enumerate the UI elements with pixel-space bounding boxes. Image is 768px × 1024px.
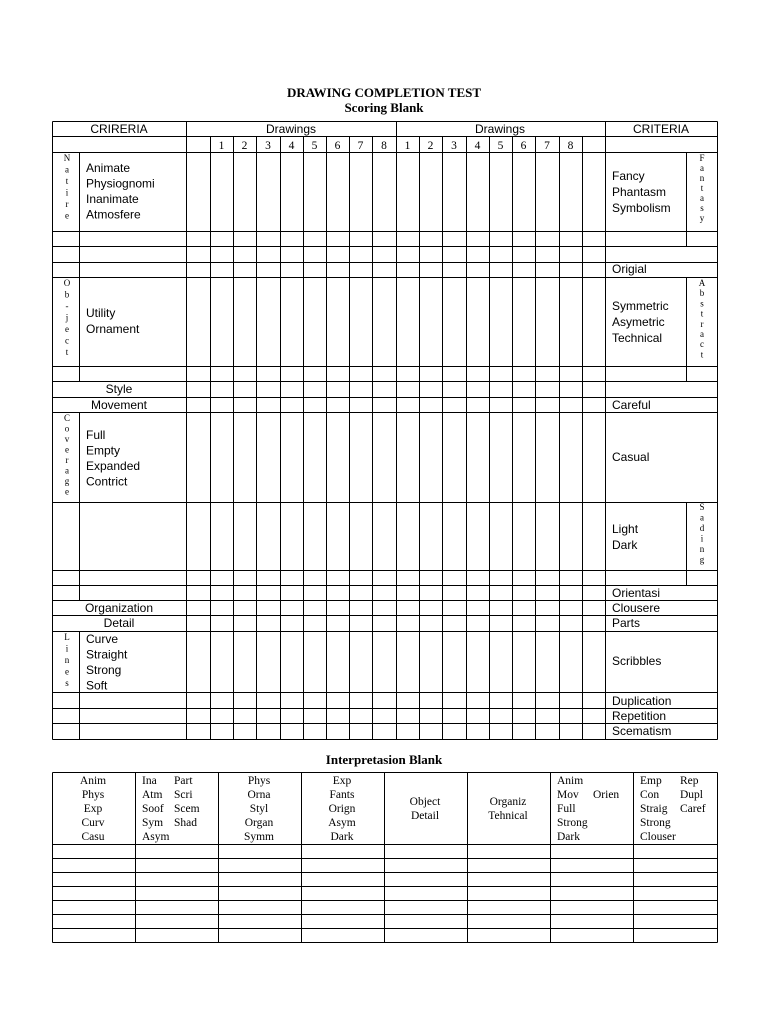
fantasy-item: Phantasm xyxy=(612,185,667,199)
shading-item: Dark xyxy=(612,538,638,552)
page-title: DRAWING COMPLETION TEST xyxy=(286,85,482,100)
interp-col6-item: Tehnical xyxy=(488,810,528,822)
repetition-label: Repetition xyxy=(612,709,667,723)
fantasy-vertical-label: t xyxy=(700,183,704,193)
shading-vertical-label: S xyxy=(699,502,705,512)
interp-col8-item: Straig xyxy=(640,803,668,815)
abstract-item: Technical xyxy=(612,331,663,345)
right-criteria-header: CRITERIA xyxy=(632,122,690,136)
interp-col8-item: Emp xyxy=(640,775,662,787)
interp-col3-item: Styl xyxy=(249,803,269,815)
interp-col2-item: Scem xyxy=(174,803,200,815)
interp-col3-item: Phys xyxy=(247,775,271,787)
nature-vertical-label: e xyxy=(65,210,69,221)
abstract-vertical-label: c xyxy=(700,339,704,350)
interp-col2-item: Soof xyxy=(142,803,164,815)
parts-label: Parts xyxy=(612,616,641,630)
shading-vertical-label: d xyxy=(699,523,705,533)
interp-col3-item: Orna xyxy=(247,789,271,801)
interp-col8-item: Dupl xyxy=(680,789,703,801)
fantasy-vertical-label: y xyxy=(699,213,705,223)
interp-col7-item: Mov xyxy=(557,789,579,801)
interpretation-title: Interpretasion Blank xyxy=(325,752,443,767)
coverage-vertical-label: e xyxy=(65,486,69,497)
fantasy-item: Symbolism xyxy=(612,201,671,215)
abstract-item: Symmetric xyxy=(612,299,669,313)
interp-col8-item: Con xyxy=(640,789,660,801)
coverage-vertical-label: e xyxy=(65,444,69,455)
movement-label: Movement xyxy=(90,398,148,412)
drawing-number: 2 xyxy=(241,140,248,152)
nature-item: Animate xyxy=(86,161,131,175)
interp-col7-item: Full xyxy=(557,803,576,815)
lines-item: Strong xyxy=(86,663,122,677)
interp-col2-item: Ina xyxy=(142,775,157,787)
nature-vertical-label: N xyxy=(63,153,71,163)
interp-col4-item: Exp xyxy=(332,775,352,787)
coverage-item: Contrict xyxy=(86,474,128,489)
interp-col7-item: Orien xyxy=(593,789,620,801)
interp-col1-item: Anim xyxy=(79,775,107,787)
lines-vertical-label: e xyxy=(65,666,69,677)
careful-label: Careful xyxy=(612,398,651,412)
coverage-vertical-label: C xyxy=(63,413,71,423)
duplication-label: Duplication xyxy=(612,694,672,708)
drawing-number: 2 xyxy=(427,140,434,152)
interp-col1-item: Casu xyxy=(81,831,105,843)
drawing-number: 8 xyxy=(567,140,574,152)
interp-col1-item: Phys xyxy=(81,789,105,801)
drawings-header-2: Drawings xyxy=(474,122,526,136)
interp-col2-item: Part xyxy=(174,775,193,787)
interp-col7-item: Dark xyxy=(557,831,580,843)
interp-col2-item: Sym xyxy=(142,817,164,829)
nature-vertical-label: i xyxy=(65,187,69,198)
coverage-item: Expanded xyxy=(86,459,141,473)
nature-vertical-label: a xyxy=(65,164,69,175)
scribbles-label: Scribbles xyxy=(612,654,662,668)
object-vertical-label: e xyxy=(65,324,69,334)
interp-col4-item: Orign xyxy=(328,803,356,815)
object-vertical-label: c xyxy=(65,335,69,346)
coverage-item: Full xyxy=(86,428,106,442)
interp-col7-item: Strong xyxy=(557,817,588,829)
drawing-number: 5 xyxy=(497,140,504,152)
lines-vertical-label: n xyxy=(64,655,70,665)
drawing-number: 6 xyxy=(334,140,341,152)
interp-col8-item: Strong xyxy=(640,817,671,829)
object-item: Ornament xyxy=(86,322,140,336)
coverage-vertical-label: a xyxy=(65,465,69,476)
interp-col5-item: Object xyxy=(409,796,441,808)
nature-item: Physiognomi xyxy=(86,176,155,191)
object-vertical-label: O xyxy=(63,278,71,288)
drawing-number: 1 xyxy=(218,140,225,152)
interp-col8-item: Clouser xyxy=(640,831,676,843)
drawing-number: 7 xyxy=(544,140,550,152)
drawing-number: 3 xyxy=(265,140,271,152)
coverage-vertical-label: g xyxy=(64,476,70,486)
fantasy-vertical-label: n xyxy=(699,173,705,183)
coverage-vertical-label: r xyxy=(65,455,69,465)
interp-col3-item: Symm xyxy=(243,831,275,843)
abstract-vertical-label: s xyxy=(700,298,704,309)
interp-col2-item: Atm xyxy=(142,789,163,801)
nature-item: Atmosfere xyxy=(86,207,141,222)
shading-vertical-label: g xyxy=(699,554,705,565)
interp-col8-item: Caref xyxy=(680,803,706,815)
abstract-vertical-label: A xyxy=(698,278,706,288)
clousere-label: Clousere xyxy=(612,601,661,615)
object-vertical-label: - xyxy=(65,301,69,311)
fantasy-item: Fancy xyxy=(612,169,645,183)
drawing-number: 5 xyxy=(311,140,318,152)
interp-col1-item: Curv xyxy=(81,817,105,829)
left-criteria-header: CRIRERIA xyxy=(90,122,148,136)
shading-vertical-label: n xyxy=(699,544,705,554)
drawing-number: 6 xyxy=(520,140,527,152)
lines-item: Soft xyxy=(86,678,108,693)
abstract-vertical-label: t xyxy=(700,308,704,319)
object-vertical-label: b xyxy=(64,289,70,300)
style-label: Style xyxy=(105,382,133,396)
abstract-vertical-label: a xyxy=(700,329,704,339)
drawing-number: 4 xyxy=(474,140,481,152)
fantasy-vertical-label: a xyxy=(700,163,704,173)
lines-vertical-label: L xyxy=(64,632,70,642)
interp-col6-item: Organiz xyxy=(489,796,527,808)
object-vertical-label: t xyxy=(65,347,69,357)
interp-col4-item: Asym xyxy=(328,817,356,829)
nature-vertical-label: t xyxy=(65,176,69,186)
shading-vertical-label: i xyxy=(700,533,704,544)
fantasy-vertical-label: F xyxy=(699,153,705,163)
interp-col2-item: Scri xyxy=(174,789,193,801)
drawings-header-1: Drawings xyxy=(265,122,317,136)
shading-vertical-label: a xyxy=(700,512,704,523)
abstract-vertical-label: t xyxy=(700,349,704,360)
orientasi-label: Orientasi xyxy=(612,586,661,600)
origial-label: Origial xyxy=(612,262,647,276)
detail-label: Detail xyxy=(103,616,135,630)
scematism-label: Scematism xyxy=(612,724,672,738)
organization-label: Organization xyxy=(84,601,154,615)
interp-col7-item: Anim xyxy=(557,775,584,787)
coverage-vertical-label: v xyxy=(64,434,70,444)
interp-col8-item: Rep xyxy=(680,775,699,787)
object-vertical-label: j xyxy=(65,312,69,323)
interp-col4-item: Dark xyxy=(330,831,354,843)
drawing-number: 8 xyxy=(381,140,387,152)
lines-vertical-label: s xyxy=(65,678,69,688)
object-item: Utility xyxy=(86,306,116,320)
interp-col5-item: Detail xyxy=(410,810,440,822)
abstract-item: Asymetric xyxy=(612,315,665,329)
abstract-vertical-label: r xyxy=(700,318,704,329)
interp-col1-item: Exp xyxy=(83,803,103,815)
lines-item: Curve xyxy=(86,632,119,646)
nature-item: Inanimate xyxy=(86,192,139,206)
interp-col3-item: Organ xyxy=(244,817,274,829)
drawing-number: 1 xyxy=(404,140,411,152)
fantasy-vertical-label: a xyxy=(700,193,704,203)
drawing-number: 4 xyxy=(288,140,295,152)
shading-item: Light xyxy=(612,522,639,536)
coverage-item: Empty xyxy=(86,443,121,458)
fantasy-vertical-label: s xyxy=(700,203,704,213)
interp-col4-item: Fants xyxy=(329,789,355,801)
abstract-vertical-label: b xyxy=(699,288,705,299)
nature-vertical-label: r xyxy=(65,199,69,209)
coverage-vertical-label: o xyxy=(64,423,70,434)
interp-col2-item: Asym xyxy=(142,831,170,843)
drawing-number: 3 xyxy=(451,140,457,152)
page-subtitle: Scoring Blank xyxy=(344,100,424,115)
casual-label: Casual xyxy=(612,450,650,464)
lines-item: Straight xyxy=(86,647,128,662)
interp-col2-item: Shad xyxy=(174,817,197,829)
lines-vertical-label: i xyxy=(65,643,69,654)
drawing-number: 7 xyxy=(357,140,364,152)
